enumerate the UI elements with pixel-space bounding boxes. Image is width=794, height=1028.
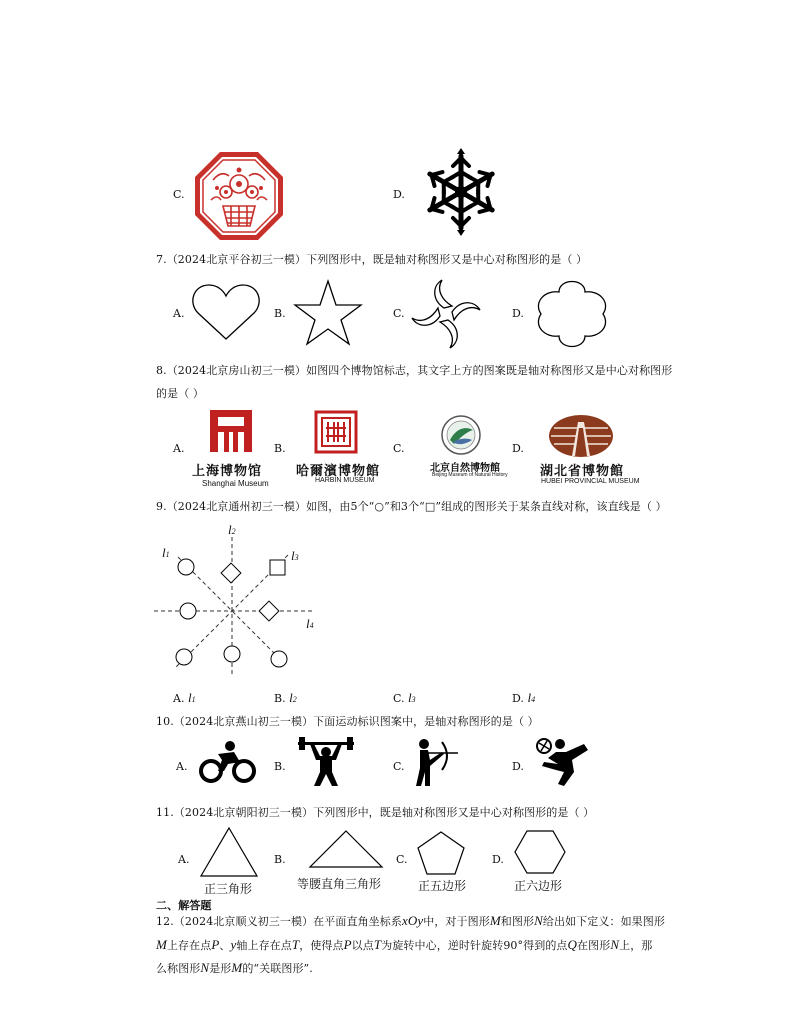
q8-option-c: C.: [393, 442, 405, 455]
q12-line2: M上存在点P、y轴上存在点T，使得点P以点T为旋转中心，逆时针旋转90°得到的点Q在图形N上，那: [156, 937, 653, 952]
caption-isosceles-right-triangle: 等腰直角三角形: [297, 877, 382, 891]
q7-option-c: C.: [393, 307, 405, 320]
caption-regular-hexagon: 正六边形: [514, 879, 563, 893]
q7-option-d: D.: [512, 307, 524, 320]
q6-option-d: D.: [393, 188, 405, 201]
q11-option-a: A.: [178, 853, 190, 866]
q8-option-d: D.: [512, 442, 524, 455]
equilateral-triangle: [199, 826, 259, 878]
hubei-museum-cn: 湖北省博物館: [540, 464, 625, 479]
q11-option-b: B.: [274, 853, 286, 866]
shanghai-museum-logo-icon: [208, 410, 254, 452]
q12-line3: 么称图形N是形M的“关联图形”.: [156, 960, 313, 975]
q8-option-b: B.: [274, 442, 286, 455]
section-heading: 二、解答题: [156, 899, 212, 912]
q10-option-a: A.: [176, 760, 188, 773]
line-label-l1: l1: [162, 545, 170, 560]
regular-hexagon: [514, 829, 566, 875]
q7-option-b: B.: [274, 307, 286, 320]
paper-cut-octagon-image: [193, 150, 285, 242]
beijing-museum-en: Beijing Museum of Natural History: [432, 472, 508, 478]
beijing-museum-cn: 北京自然博物館: [430, 463, 500, 474]
caption-equilateral-triangle: 正三角形: [204, 882, 253, 896]
symmetry-diagram: [150, 515, 330, 685]
q7-stem: 7.（2024北京平谷初三一模）下列图形中，既是轴对称图形又是中心对称图形的是（ ）: [156, 253, 588, 266]
weightlifting-icon: [296, 736, 356, 788]
line-label-l4: l4: [306, 616, 314, 631]
q7-option-a: A.: [173, 307, 185, 320]
line-label-l3: l3: [291, 548, 299, 563]
q9-option-d: D. l4: [512, 690, 536, 705]
line-label-l2: l2: [228, 522, 236, 537]
q10-option-d: D.: [512, 760, 524, 773]
isosceles-right-triangle: [308, 829, 384, 871]
q8-stem-line1: 8.（2024北京房山初三一模）如图四个博物馆标志，其文字上方的图案既是轴对称图形又是中心对称图形: [156, 364, 673, 377]
q11-stem: 11.（2024北京朝阳初三一模）下列图形中，既是轴对称图形又是中心对称图形的是（ ）: [156, 806, 595, 819]
q12-line1: 12.（2024北京顺义初三一模）在平面直角坐标系xOy中，对于图形M和图形N给出如下定义：如果图形: [156, 913, 665, 928]
kicking-icon: [534, 736, 590, 788]
q8-stem-line2: 的是（ ）: [156, 387, 204, 400]
q9-option-c: C. l3: [393, 690, 416, 705]
harbin-museum-logo-icon: [314, 410, 358, 454]
harbin-museum-en: HARBIN MUSEUM: [315, 477, 375, 484]
cycling-icon: [198, 740, 258, 784]
q9-stem: 9.（2024北京通州初三一模）如图，由5个“○”和3个“□”组成的图形关于某条直线对称，该直线是（ ）: [156, 500, 667, 513]
snowflake-image: [415, 146, 507, 238]
q11-option-c: C.: [396, 853, 408, 866]
hubei-museum-en: HUBEI PROVINCIAL MUSEUM: [541, 478, 640, 485]
star-shape: [293, 278, 363, 348]
heart-shape: [191, 281, 261, 343]
q10-option-b: B.: [274, 760, 286, 773]
shanghai-museum-cn: 上海博物馆: [192, 464, 263, 479]
q9-option-b: B. l2: [274, 690, 297, 705]
shanghai-museum-en: Shanghai Museum: [202, 479, 269, 488]
q9-option-a: A. l1: [173, 690, 196, 705]
q10-stem: 10.（2024北京燕山初三一模）下面运动标识图案中，是轴对称图形的是（ ）: [156, 715, 539, 728]
archery-icon: [412, 738, 460, 788]
q10-option-c: C.: [393, 760, 405, 773]
harbin-museum-cn: 哈爾濱博物館: [296, 464, 381, 479]
q11-option-d: D.: [492, 853, 504, 866]
caption-regular-pentagon: 正五边形: [418, 879, 467, 893]
q6-option-c: C.: [173, 188, 185, 201]
quatrefoil-shape: [531, 278, 613, 350]
hubei-museum-logo-icon: [548, 414, 614, 458]
regular-pentagon: [416, 830, 466, 876]
q8-option-a: A.: [173, 442, 185, 455]
pinwheel-shape: [411, 279, 481, 349]
beijing-natural-history-museum-logo-icon: [440, 414, 482, 456]
